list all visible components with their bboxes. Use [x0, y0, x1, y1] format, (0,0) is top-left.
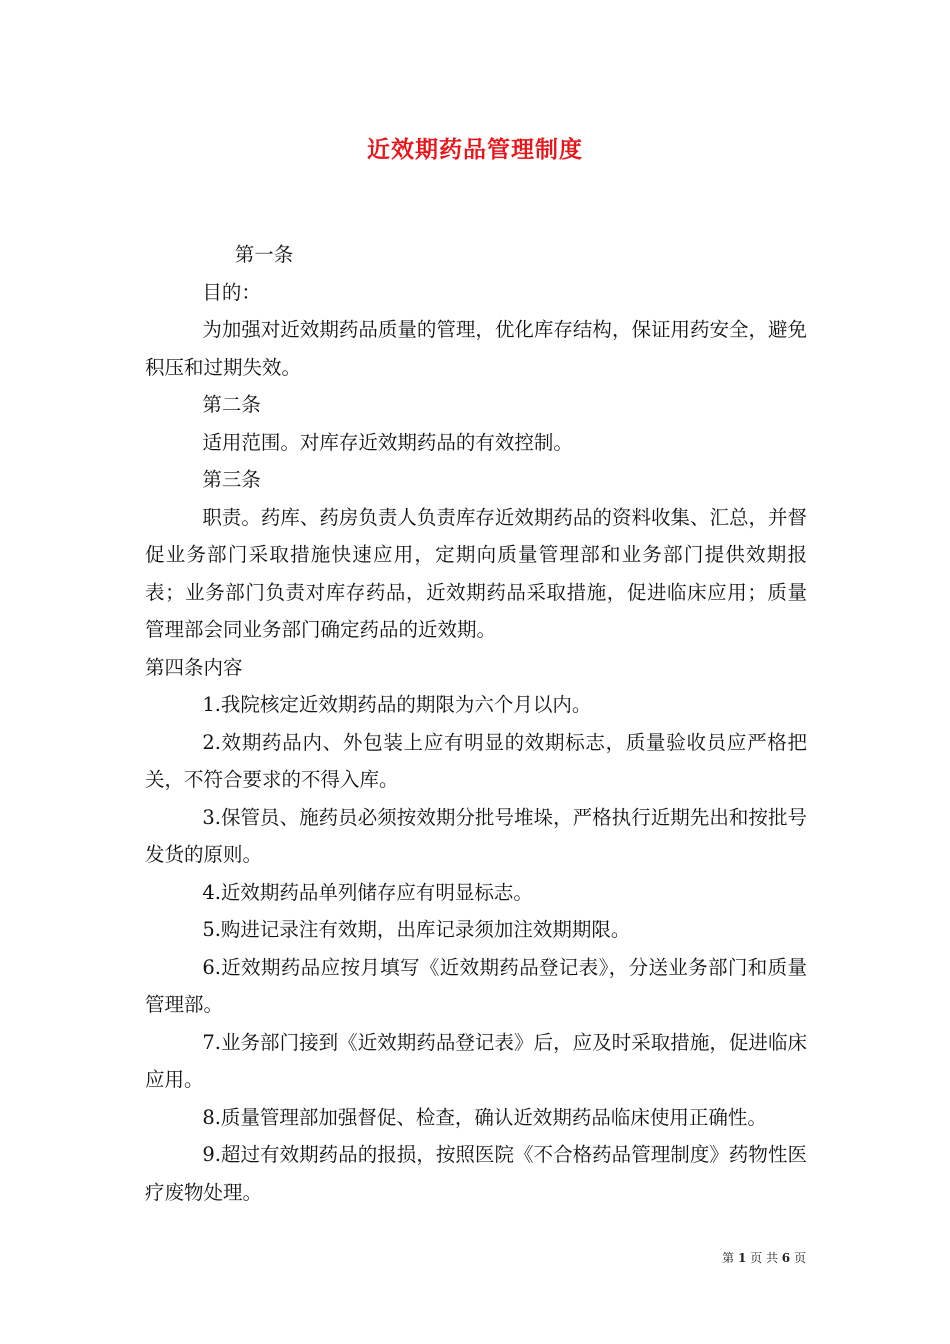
paragraph: 第三条: [202, 468, 261, 491]
footer-prefix: 第: [722, 1251, 735, 1265]
footer-page-number: 1: [737, 1251, 747, 1265]
paragraph: 3.保管员、施药员必须按效期分批号堆垛，严格执行近期先出和按批号发货的原则。: [145, 805, 807, 866]
paragraph: 5.购进记录注有效期，出库记录须加注效期期限。: [202, 918, 631, 941]
paragraph: 1.我院核定近效期药品的期限为六个月以内。: [202, 693, 592, 716]
footer-middle: 页 共: [750, 1251, 778, 1265]
document-title: 近效期药品管理制度: [367, 136, 583, 163]
paragraph: 职责。药库、药房负责人负责库存近效期药品的资料收集、汇总，并督促业务部门采取措施快速应用，定期向质量管理部和业务部门提供效期报表；业务部门负责对库存药品，近效期药品采取措施，促进临床应用；质量管理部会同业务部门确定药品的近效期。: [145, 505, 807, 641]
paragraph: 第四条内容: [145, 655, 243, 679]
footer-suffix: 页: [793, 1251, 806, 1265]
paragraph: 8.质量管理部加强督促、检查，确认近效期药品临床使用正确性。: [202, 1105, 767, 1129]
paragraph: 6.近效期药品应按月填写《近效期药品登记表》，分送业务部门和质量管理部。: [145, 955, 807, 1016]
page-footer: [722, 1249, 806, 1266]
paragraph: 2.效期药品内、外包装上应有明显的效期标志，质量验收员应严格把关，不符合要求的不得入库。: [145, 730, 807, 791]
paragraph: 为加强对近效期药品质量的管理，优化库存结构，保证用药安全，避免积压和过期失效。: [145, 318, 807, 379]
paragraph: 目的：: [202, 280, 261, 304]
paragraph: 9.超过有效期药品的报损，按照医院《不合格药品管理制度》药物性医疗废物处理。: [145, 1143, 807, 1204]
paragraph: 第二条: [202, 393, 261, 416]
paragraph: 第一条: [234, 243, 294, 266]
paragraph: 4.近效期药品单列储存应有明显标志。: [202, 880, 533, 904]
document-body: [145, 236, 807, 1211]
footer-total-pages: 6: [781, 1251, 791, 1265]
paragraph: 适用范围。对库存近效期药品的有效控制。: [202, 430, 573, 454]
paragraph: 7.业务部门接到《近效期药品登记表》后，应及时采取措施，促进临床应用。: [145, 1030, 807, 1091]
